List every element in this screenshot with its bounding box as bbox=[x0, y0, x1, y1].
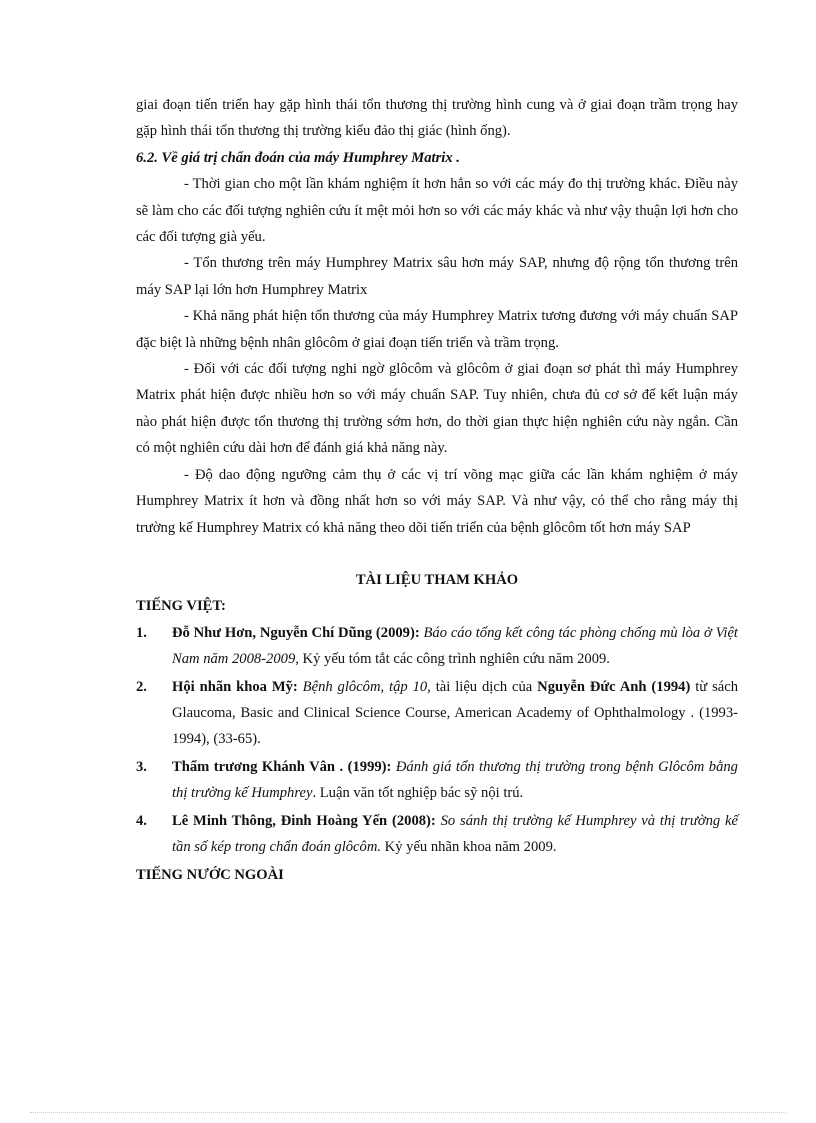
reference-number: 2. bbox=[136, 678, 147, 695]
reference-text bbox=[172, 754, 738, 807]
reference-item bbox=[136, 754, 738, 807]
reference-authors: Hội nhãn khoa Mỹ: bbox=[172, 678, 298, 695]
page-bottom-rule bbox=[30, 1112, 786, 1113]
body-paragraph: - Thời gian cho một lần khám nghiệm ít hơn hẳn so với các máy đo thị trường khác. Điều này sẽ làm cho các đối tượng nghiên cứu ít mệt mỏi hơn so với các máy khác và như vậy thuận lợi hơn cho các đối tượng già yếu. bbox=[136, 176, 738, 246]
reference-number: 1. bbox=[136, 624, 147, 641]
reference-item bbox=[136, 674, 738, 753]
reference-rest: từ sách Glaucoma, Basic and Clinical Science Course, American Academy of Ophthalmology . (1993-1994), (33-65). bbox=[172, 678, 739, 748]
reference-authors: Thẩm trương Khánh Vân . (1999): bbox=[172, 758, 392, 775]
body-paragraph: - Khả năng phát hiện tổn thương của máy Humphrey Matrix tương đương với máy chuẩn SAP đặc biệt là những bệnh nhân glôcôm ở giai đoạn tiến triển và trầm trọng. bbox=[136, 308, 738, 351]
reference-number: 4. bbox=[136, 812, 147, 829]
reference-title: So sánh thị trường kế Humphrey và thị trường kế tần số kép trong chẩn đoán glôcôm. bbox=[172, 812, 738, 855]
body-paragraph: giai đoạn tiến triển hay gặp hình thái tổn thương thị trường hình cung và ở giai đoạn trầm trọng hay gặp hình thái tổn thương thị trường kiểu đảo thị giác (hình ống). bbox=[136, 97, 738, 140]
reference-mid: tài liệu dịch của bbox=[430, 678, 538, 695]
reference-text bbox=[172, 620, 738, 673]
references-title: TÀI LIỆU THAM KHẢO bbox=[355, 571, 519, 588]
reference-title: Bệnh glôcôm, tập 10, bbox=[302, 678, 431, 695]
reference-item bbox=[136, 808, 738, 861]
reference-title: Báo cáo tổng kết công tác phòng chống mù lòa ở Việt Nam năm 2008-2009 bbox=[172, 624, 738, 668]
section-heading: 6.2. Về giá trị chẩn đoán của máy Humphrey Matrix . bbox=[136, 149, 460, 166]
reference-text bbox=[172, 674, 738, 753]
reference-rest: Kỷ yếu nhãn khoa năm 2009. bbox=[381, 838, 557, 855]
reference-number: 3. bbox=[136, 758, 147, 775]
reference-text bbox=[172, 808, 738, 861]
references-vietnamese-heading: TIẾNG VIỆT: bbox=[136, 598, 226, 615]
body-paragraph: - Tổn thương trên máy Humphrey Matrix sâu hơn máy SAP, nhưng độ rộng tổn thương trên máy SAP lại lớn hơn Humphrey Matrix bbox=[136, 255, 738, 298]
reference-item bbox=[136, 620, 738, 673]
reference-title: Đánh giá tổn thương thị trường trong bệnh Glôcôm bằng thị trường kế Humphrey bbox=[172, 758, 738, 802]
reference-translator: Nguyễn Đức Anh (1994) bbox=[537, 678, 691, 695]
reference-rest: . Luận văn tốt nghiệp bác sỹ nội trú. bbox=[312, 785, 524, 802]
document-page bbox=[136, 92, 738, 889]
body-paragraph: - Đối với các đối tượng nghi ngờ glôcôm và glôcôm ở giai đoạn sơ phát thì máy Humphrey Matrix phát hiện được nhiều hơn so với máy chuẩn SAP. Tuy nhiên, chưa đủ cơ sở để kết luận máy nào phát hiện được tổn thương thị trường sớm hơn, do thời gian thực hiện nghiên cứu này ngắn. Cần có một nghiên cứu dài hơn để đánh giá khả năng này. bbox=[136, 361, 738, 457]
reference-authors: Đỗ Như Hơn, Nguyễn Chí Dũng (2009): bbox=[172, 624, 420, 641]
reference-authors: Lê Minh Thông, Đinh Hoàng Yến (2008): bbox=[172, 812, 436, 829]
body-paragraph: - Độ dao động ngưỡng cảm thụ ở các vị trí võng mạc giữa các lần khám nghiệm ở máy Humphrey Matrix ít hơn và đồng nhất hơn so với máy SAP. Và như vậy, có thể cho rằng máy thị trường kế Humphrey Matrix có khả năng theo dõi tiến triển của bệnh glôcôm tốt hơn máy SAP bbox=[136, 466, 738, 536]
references-foreign-heading: TIẾNG NƯỚC NGOÀI bbox=[136, 867, 284, 884]
reference-rest: , Kỷ yếu tóm tắt các công trình nghiên cứu năm 2009. bbox=[295, 651, 610, 668]
